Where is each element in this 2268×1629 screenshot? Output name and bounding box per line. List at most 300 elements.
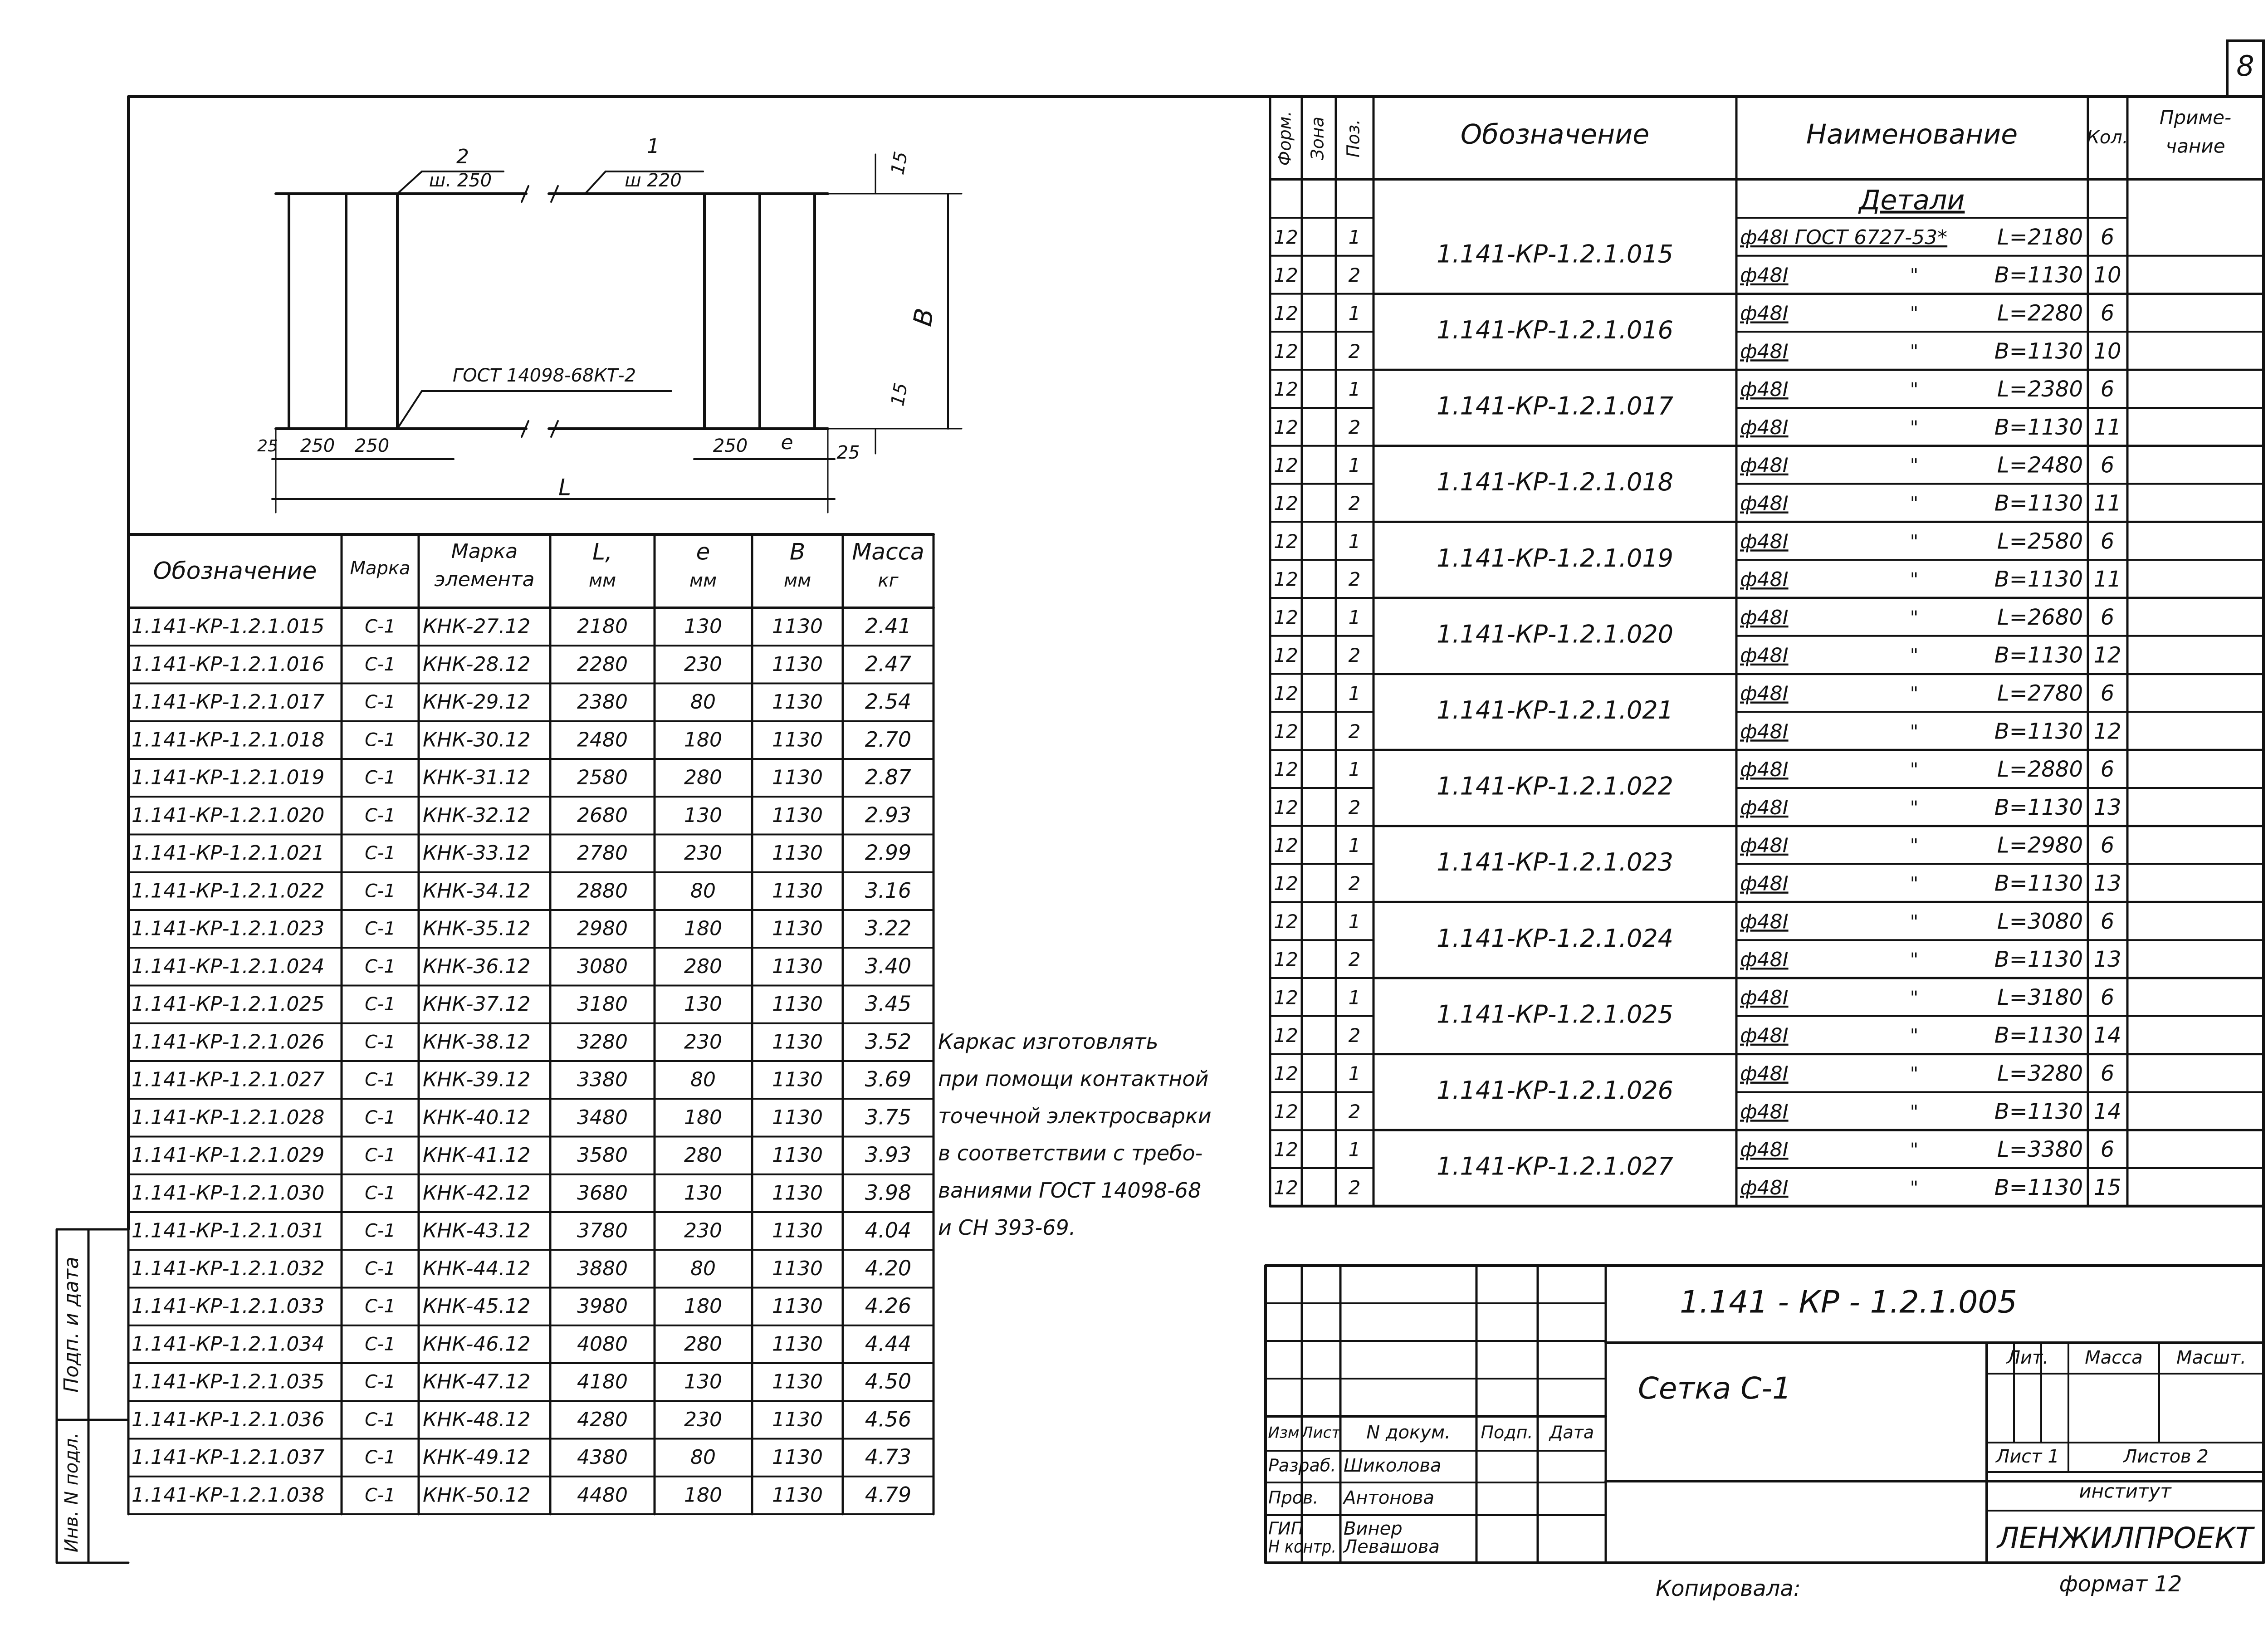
spec-format-cell: 12 xyxy=(1274,378,1298,401)
title-name: Левашова xyxy=(1344,1536,1440,1557)
e-cell: 130 xyxy=(684,993,722,1016)
spec-pos-cell: 2 xyxy=(1348,340,1361,362)
spec-pos-cell: 2 xyxy=(1348,872,1361,895)
spec-pos-cell: 1 xyxy=(1348,226,1361,249)
title-mass: Масса xyxy=(2085,1347,2143,1368)
spec-qty-cell: 6 xyxy=(2100,984,2115,1010)
spec-pos-cell: 1 xyxy=(1348,758,1361,781)
spec-header-designation: Обозначение xyxy=(1460,118,1650,151)
length-cell: 3480 xyxy=(577,1106,628,1129)
dim-250: 250 xyxy=(300,435,335,456)
length-L-label: L xyxy=(558,474,571,501)
spec-format-cell: 12 xyxy=(1274,986,1298,1009)
mark-cell: С-1 xyxy=(365,881,396,902)
e-cell: 230 xyxy=(684,841,722,865)
spec-format-cell: 12 xyxy=(1274,1024,1298,1047)
mark-cell: С-1 xyxy=(365,994,396,1015)
spec-size-cell: B=1130 xyxy=(1994,947,2083,973)
title-col-ndoc: N докум. xyxy=(1366,1422,1451,1443)
format-label: формат 12 xyxy=(2059,1571,2182,1597)
b-cell: 1130 xyxy=(772,803,823,827)
spec-format-cell: 12 xyxy=(1274,1100,1298,1123)
spec-format-cell: 12 xyxy=(1274,226,1298,249)
spec-designation-cell: 1.141-КР-1.2.1.024 xyxy=(1436,924,1674,953)
mass-cell: 4.04 xyxy=(865,1218,912,1243)
spec-designation-cell: 1.141-КР-1.2.1.027 xyxy=(1436,1152,1674,1181)
header-designation: Обозначение xyxy=(153,558,317,585)
element-mark-cell: КНК-46.12 xyxy=(423,1332,531,1356)
title-name: Шиколова xyxy=(1344,1455,1442,1476)
designation-cell: 1.141-КР-1.2.1.016 xyxy=(132,652,325,676)
spec-format-cell: 12 xyxy=(1274,340,1298,362)
e-cell: 230 xyxy=(684,1030,722,1054)
mark-cell: С-1 xyxy=(365,1145,396,1166)
spec-name-cell: ф48I xyxy=(1740,568,1789,592)
spec-name-cell: ф48I xyxy=(1740,872,1789,895)
header-column-unit: мм xyxy=(689,570,717,591)
spec-format-cell: 12 xyxy=(1274,492,1298,514)
element-mark-cell: КНК-31.12 xyxy=(423,766,531,789)
mark-cell: С-1 xyxy=(365,616,396,637)
element-mark-cell: КНК-39.12 xyxy=(423,1068,531,1091)
title-institute: ЛЕНЖИЛПРОЕКТ xyxy=(1997,1521,2253,1556)
spec-qty-cell: 14 xyxy=(2093,1099,2121,1125)
position-2-label: 2 xyxy=(456,145,469,168)
element-mark-cell: КНК-32.12 xyxy=(423,803,531,827)
designation-cell: 1.141-КР-1.2.1.024 xyxy=(132,954,325,978)
designation-cell: 1.141-КР-1.2.1.038 xyxy=(132,1483,325,1507)
spec-section-details: Детали xyxy=(1859,184,1965,216)
length-cell: 2380 xyxy=(577,690,628,714)
mass-cell: 3.40 xyxy=(865,954,912,978)
spec-ditto-mark: " xyxy=(1910,911,1919,933)
e-cell: 130 xyxy=(684,1181,722,1205)
spec-size-cell: L=2980 xyxy=(1997,832,2083,858)
mass-cell: 4.79 xyxy=(865,1482,912,1507)
spec-format-cell: 12 xyxy=(1274,682,1298,704)
mark-cell: С-1 xyxy=(365,1258,396,1279)
mark-cell: С-1 xyxy=(365,729,396,751)
spec-name-cell: ф48I xyxy=(1740,530,1789,553)
b-cell: 1130 xyxy=(772,1295,823,1318)
spec-pos-cell: 2 xyxy=(1348,1100,1361,1123)
mark-cell: С-1 xyxy=(365,918,396,939)
designation-cell: 1.141-КР-1.2.1.026 xyxy=(132,1030,325,1054)
length-cell: 2880 xyxy=(577,879,628,903)
spec-name-cell: ф48I xyxy=(1740,834,1789,857)
element-mark-cell: КНК-49.12 xyxy=(423,1446,531,1469)
e-cell: 80 xyxy=(690,879,716,903)
header-column: L, xyxy=(592,538,612,565)
spec-ditto-mark: " xyxy=(1910,569,1919,591)
spec-designation-cell: 1.141-КР-1.2.1.019 xyxy=(1436,543,1674,572)
b-cell: 1130 xyxy=(772,1106,823,1129)
length-cell: 2980 xyxy=(577,917,628,940)
stamp-inventory-number: Инв. N подл. xyxy=(61,1432,82,1553)
designation-cell: 1.141-КР-1.2.1.035 xyxy=(132,1370,325,1394)
spec-ditto-mark: " xyxy=(1910,1063,1919,1085)
header-column-unit: кг xyxy=(878,570,899,591)
leader xyxy=(397,391,422,429)
title-name: Антонова xyxy=(1344,1487,1434,1508)
spec-name-cell: ф48I xyxy=(1740,1138,1789,1162)
spec-size-cell: L=2580 xyxy=(1997,528,2083,554)
mark-cell: С-1 xyxy=(365,1334,396,1355)
title-role: Н контр. xyxy=(1268,1536,1336,1557)
b-cell: 1130 xyxy=(772,993,823,1016)
mass-cell: 4.20 xyxy=(865,1256,912,1281)
element-mark-cell: КНК-29.12 xyxy=(423,690,531,714)
spec-size-cell: L=3280 xyxy=(1997,1061,2083,1086)
spec-ditto-mark: " xyxy=(1910,1025,1919,1047)
designation-cell: 1.141-КР-1.2.1.030 xyxy=(132,1181,325,1205)
e-cell: 180 xyxy=(684,1106,722,1129)
document-code: 1.141 - КР - 1.2.1.005 xyxy=(1680,1284,2017,1321)
spec-size-cell: B=1130 xyxy=(1994,414,2083,440)
element-mark-cell: КНК-44.12 xyxy=(423,1257,531,1280)
title-sheets: Листов 2 xyxy=(2123,1446,2209,1467)
spec-size-cell: B=1130 xyxy=(1994,1174,2083,1200)
e-cell: 180 xyxy=(684,1295,722,1318)
header-element-mark: элемента xyxy=(434,568,535,591)
spec-header-pos: Поз. xyxy=(1343,119,1364,158)
length-cell: 3980 xyxy=(577,1295,628,1318)
element-mark-cell: КНК-30.12 xyxy=(423,728,531,752)
spec-name-cell: ф48I xyxy=(1740,948,1789,972)
mark-cell: С-1 xyxy=(365,1296,396,1317)
note-line: в соответствии с требо- xyxy=(938,1141,1203,1165)
b-cell: 1130 xyxy=(772,1332,823,1356)
spec-designation-cell: 1.141-КР-1.2.1.017 xyxy=(1436,391,1674,421)
spec-qty-cell: 6 xyxy=(2100,680,2115,706)
e-cell: 280 xyxy=(684,766,722,789)
spec-name-cell: ф48I xyxy=(1740,796,1789,819)
mark-cell: С-1 xyxy=(365,1447,396,1468)
spec-name-cell: ф48I xyxy=(1740,1176,1789,1199)
spec-format-cell: 12 xyxy=(1274,416,1298,439)
title-col-sign: Подп. xyxy=(1481,1422,1533,1443)
spec-ditto-mark: " xyxy=(1910,455,1919,476)
length-cell: 2180 xyxy=(577,615,628,638)
designation-cell: 1.141-КР-1.2.1.032 xyxy=(132,1257,325,1280)
header-column-unit: мм xyxy=(588,570,616,591)
b-cell: 1130 xyxy=(772,1483,823,1507)
title-name: Винер xyxy=(1344,1518,1403,1539)
designation-cell: 1.141-КР-1.2.1.034 xyxy=(132,1332,325,1356)
leader xyxy=(585,171,606,194)
b-cell: 1130 xyxy=(772,1144,823,1167)
e-cell: 280 xyxy=(684,1144,722,1167)
copied-by-label: Копировала: xyxy=(1656,1576,1801,1601)
mark-cell: С-1 xyxy=(365,843,396,864)
mark-cell: С-1 xyxy=(365,1069,396,1091)
spec-format-cell: 12 xyxy=(1274,606,1298,629)
length-cell: 3180 xyxy=(577,993,628,1016)
length-cell: 2680 xyxy=(577,803,628,827)
mass-cell: 3.22 xyxy=(865,916,912,941)
length-cell: 3780 xyxy=(577,1219,628,1243)
designation-cell: 1.141-КР-1.2.1.029 xyxy=(132,1144,325,1167)
spec-format-cell: 12 xyxy=(1274,1062,1298,1085)
b-cell: 1130 xyxy=(772,652,823,676)
spec-format-cell: 12 xyxy=(1274,644,1298,667)
element-mark-cell: КНК-43.12 xyxy=(423,1219,531,1243)
spec-pos-cell: 1 xyxy=(1348,378,1361,401)
element-mark-cell: КНК-35.12 xyxy=(423,917,531,940)
spec-ditto-mark: " xyxy=(1910,721,1919,743)
spec-pos-cell: 2 xyxy=(1348,416,1361,439)
e-cell: 80 xyxy=(690,1068,716,1091)
spec-format-cell: 12 xyxy=(1274,948,1298,971)
spec-name-cell: ф48I xyxy=(1740,1024,1789,1047)
spec-pos-cell: 2 xyxy=(1348,644,1361,667)
spec-name-cell: ф48I xyxy=(1740,302,1789,325)
spec-format-cell: 12 xyxy=(1274,834,1298,857)
spec-name-cell: ф48I xyxy=(1740,986,1789,1009)
spec-size-cell: B=1130 xyxy=(1994,794,2083,820)
mass-cell: 4.73 xyxy=(865,1444,912,1469)
spec-designation-cell: 1.141-КР-1.2.1.020 xyxy=(1436,620,1674,649)
spec-name-cell: ф48I xyxy=(1740,492,1789,515)
e-cell: 180 xyxy=(684,1483,722,1507)
spec-pos-cell: 1 xyxy=(1348,530,1361,553)
length-cell: 3580 xyxy=(577,1144,628,1167)
side-stamp xyxy=(57,1229,128,1563)
spec-size-cell: B=1130 xyxy=(1994,1099,2083,1125)
spec-format-cell: 12 xyxy=(1274,264,1298,287)
spec-format-cell: 12 xyxy=(1274,1176,1298,1199)
drawing-title: Сетка С-1 xyxy=(1637,1371,1792,1406)
spec-format-cell: 12 xyxy=(1274,720,1298,743)
spec-format-cell: 12 xyxy=(1274,910,1298,933)
spec-size-cell: L=2780 xyxy=(1997,680,2083,706)
length-cell: 3080 xyxy=(577,954,628,978)
spec-qty-cell: 6 xyxy=(2100,452,2115,478)
spec-format-cell: 12 xyxy=(1274,454,1298,477)
position-1-label: 1 xyxy=(647,135,660,158)
element-mark-cell: КНК-36.12 xyxy=(423,954,531,978)
spec-name-cell: ф48I xyxy=(1740,606,1789,629)
header-column: e xyxy=(696,538,710,565)
b-cell: 1130 xyxy=(772,841,823,865)
position-2-spacing: ш. 250 xyxy=(429,170,492,191)
spec-ditto-mark: " xyxy=(1910,1101,1919,1123)
bottom-margin-label: 15 xyxy=(887,381,912,408)
designation-cell: 1.141-КР-1.2.1.037 xyxy=(132,1446,325,1469)
mass-cell: 2.47 xyxy=(865,651,912,676)
mass-cell: 3.52 xyxy=(865,1029,912,1054)
specification-table xyxy=(1270,97,2263,1206)
spec-name-cell: ф48I xyxy=(1740,682,1789,705)
spec-ditto-mark: " xyxy=(1910,987,1919,1008)
spec-size-cell: L=3080 xyxy=(1997,909,2083,934)
dim-250: 250 xyxy=(713,435,748,456)
spec-designation-cell: 1.141-КР-1.2.1.021 xyxy=(1436,696,1674,725)
b-cell: 1130 xyxy=(772,1446,823,1469)
mesh-sketch xyxy=(257,135,962,513)
length-cell: 4180 xyxy=(577,1370,628,1394)
spec-qty-cell: 6 xyxy=(2100,757,2115,783)
title-scale: Масшт. xyxy=(2176,1347,2246,1368)
spec-format-cell: 12 xyxy=(1274,758,1298,781)
header-column: Масса xyxy=(852,538,924,565)
spec-pos-cell: 1 xyxy=(1348,682,1361,704)
spec-designation-cell: 1.141-КР-1.2.1.026 xyxy=(1436,1076,1674,1105)
note-line: и СН 393-69. xyxy=(938,1215,1076,1240)
spec-pos-cell: 2 xyxy=(1348,568,1361,591)
mass-cell: 3.75 xyxy=(865,1105,912,1130)
spec-qty-cell: 6 xyxy=(2100,300,2115,326)
spec-qty-cell: 10 xyxy=(2093,262,2121,288)
designation-cell: 1.141-КР-1.2.1.031 xyxy=(132,1219,325,1243)
spec-pos-cell: 2 xyxy=(1348,948,1361,971)
spec-designation-cell: 1.141-КР-1.2.1.022 xyxy=(1436,772,1674,801)
dim-250: 250 xyxy=(354,435,390,456)
e-cell: 280 xyxy=(684,1332,722,1356)
spec-header-name: Наименование xyxy=(1806,118,2018,151)
spec-size-cell: B=1130 xyxy=(1994,642,2083,668)
mass-cell: 3.16 xyxy=(865,878,912,903)
spec-format-cell: 12 xyxy=(1274,302,1298,324)
b-cell: 1130 xyxy=(772,615,823,638)
spec-name-cell: ф48I ГОСТ 6727-53* xyxy=(1740,225,1948,249)
b-cell: 1130 xyxy=(772,879,823,903)
element-mark-cell: КНК-48.12 xyxy=(423,1408,531,1431)
spec-format-cell: 12 xyxy=(1274,796,1298,819)
spec-designation-cell: 1.141-КР-1.2.1.016 xyxy=(1436,316,1674,345)
header-column-unit: мм xyxy=(783,570,811,591)
b-cell: 1130 xyxy=(772,917,823,940)
spec-size-cell: L=3380 xyxy=(1997,1137,2083,1163)
spec-qty-cell: 12 xyxy=(2093,642,2121,668)
mark-cell: С-1 xyxy=(365,1183,396,1204)
mark-cell: С-1 xyxy=(365,1220,396,1242)
spec-header-format: Форм. xyxy=(1275,111,1295,166)
mass-cell: 2.99 xyxy=(865,840,912,865)
spec-size-cell: L=3180 xyxy=(1997,984,2083,1010)
e-cell: 280 xyxy=(684,954,722,978)
spec-size-cell: B=1130 xyxy=(1994,338,2083,364)
e-cell: 230 xyxy=(684,652,722,676)
spec-size-cell: L=2680 xyxy=(1997,604,2083,630)
mark-cell: С-1 xyxy=(365,1107,396,1128)
spec-designation-cell: 1.141-КР-1.2.1.025 xyxy=(1436,1000,1674,1029)
stamp-sign-date: Подп. и дата xyxy=(60,1257,83,1393)
e-cell: 80 xyxy=(690,1257,716,1280)
b-cell: 1130 xyxy=(772,1257,823,1280)
length-cell: 2280 xyxy=(577,652,628,676)
e-cell: 130 xyxy=(684,1370,722,1394)
mark-cell: С-1 xyxy=(365,1485,396,1506)
e-cell: 230 xyxy=(684,1408,722,1431)
mass-cell: 3.69 xyxy=(865,1067,912,1092)
spec-qty-cell: 15 xyxy=(2093,1174,2121,1200)
spec-header-qty: Кол. xyxy=(2087,127,2128,148)
spec-ditto-mark: " xyxy=(1910,873,1919,895)
spec-format-cell: 12 xyxy=(1274,568,1298,591)
length-cell: 3380 xyxy=(577,1068,628,1091)
designation-cell: 1.141-КР-1.2.1.036 xyxy=(132,1408,325,1431)
length-cell: 4480 xyxy=(577,1483,628,1507)
fabrication-note xyxy=(938,1023,1283,1246)
e-cell: 130 xyxy=(684,615,722,638)
b-cell: 1130 xyxy=(772,728,823,752)
dim-right-edge: 25 xyxy=(836,442,860,463)
note-line: ваниями ГОСТ 14098-68 xyxy=(938,1178,1202,1203)
sheet-number: 8 xyxy=(2236,49,2254,83)
element-mark-cell: КНК-47.12 xyxy=(423,1370,531,1394)
element-mark-cell: КНК-28.12 xyxy=(423,652,531,676)
spec-header-note: чание xyxy=(2165,135,2225,157)
spec-pos-cell: 2 xyxy=(1348,492,1361,514)
spec-size-cell: L=2380 xyxy=(1997,377,2083,402)
spec-designation-cell: 1.141-КР-1.2.1.023 xyxy=(1436,848,1674,877)
e-cell: 230 xyxy=(684,1219,722,1243)
b-cell: 1130 xyxy=(772,690,823,714)
spec-pos-cell: 2 xyxy=(1348,1176,1361,1199)
spec-qty-cell: 14 xyxy=(2093,1022,2121,1048)
spec-name-cell: ф48I xyxy=(1740,416,1789,439)
title-role: Пров. xyxy=(1268,1487,1319,1508)
designation-cell: 1.141-КР-1.2.1.023 xyxy=(132,917,325,940)
spec-size-cell: L=2480 xyxy=(1997,452,2083,478)
spec-qty-cell: 6 xyxy=(2100,1061,2115,1086)
spec-format-cell: 12 xyxy=(1274,872,1298,895)
weld-spec-label: ГОСТ 14098-68КТ-2 xyxy=(452,365,636,386)
b-cell: 1130 xyxy=(772,1030,823,1054)
spec-pos-cell: 1 xyxy=(1348,302,1361,324)
spec-size-cell: B=1130 xyxy=(1994,871,2083,896)
e-cell: 80 xyxy=(690,1446,716,1469)
spec-size-cell: B=1130 xyxy=(1994,1022,2083,1048)
spec-name-cell: ф48I xyxy=(1740,378,1789,401)
title-col-date: Дата xyxy=(1549,1422,1594,1443)
spec-name-cell: ф48I xyxy=(1740,910,1789,934)
title-col-list: Лист xyxy=(1301,1424,1341,1442)
spec-name-cell: ф48I xyxy=(1740,454,1789,477)
element-mark-cell: КНК-33.12 xyxy=(423,841,531,865)
b-cell: 1130 xyxy=(772,1370,823,1394)
spec-qty-cell: 13 xyxy=(2093,871,2121,896)
top-margin-label: 15 xyxy=(887,150,912,176)
spec-header-zone: Зона xyxy=(1307,117,1328,160)
mass-cell: 3.45 xyxy=(865,991,912,1016)
spec-ditto-mark: " xyxy=(1910,607,1919,628)
spec-designation-cell: 1.141-КР-1.2.1.018 xyxy=(1436,468,1674,497)
spec-pos-cell: 1 xyxy=(1348,834,1361,857)
spec-qty-cell: 6 xyxy=(2100,224,2115,250)
spec-header-note: Приме- xyxy=(2159,106,2232,129)
spec-designation-cell: 1.141-КР-1.2.1.015 xyxy=(1436,240,1674,269)
mass-cell: 4.26 xyxy=(865,1293,912,1318)
mass-cell: 2.41 xyxy=(865,614,912,639)
spec-ditto-mark: " xyxy=(1910,949,1919,971)
mark-cell: С-1 xyxy=(365,654,396,675)
designation-cell: 1.141-КР-1.2.1.015 xyxy=(132,615,325,638)
mark-cell: С-1 xyxy=(365,1409,396,1430)
spec-ditto-mark: " xyxy=(1910,1140,1919,1161)
mark-cell: С-1 xyxy=(365,1371,396,1393)
b-cell: 1130 xyxy=(772,1181,823,1205)
mass-cell: 4.44 xyxy=(865,1331,912,1356)
spec-name-cell: ф48I xyxy=(1740,720,1789,744)
length-cell: 3880 xyxy=(577,1257,628,1280)
spec-qty-cell: 6 xyxy=(2100,1137,2115,1163)
designation-cell: 1.141-КР-1.2.1.021 xyxy=(132,841,325,865)
spec-pos-cell: 1 xyxy=(1348,454,1361,477)
spec-pos-cell: 2 xyxy=(1348,264,1361,287)
e-cell: 180 xyxy=(684,917,722,940)
